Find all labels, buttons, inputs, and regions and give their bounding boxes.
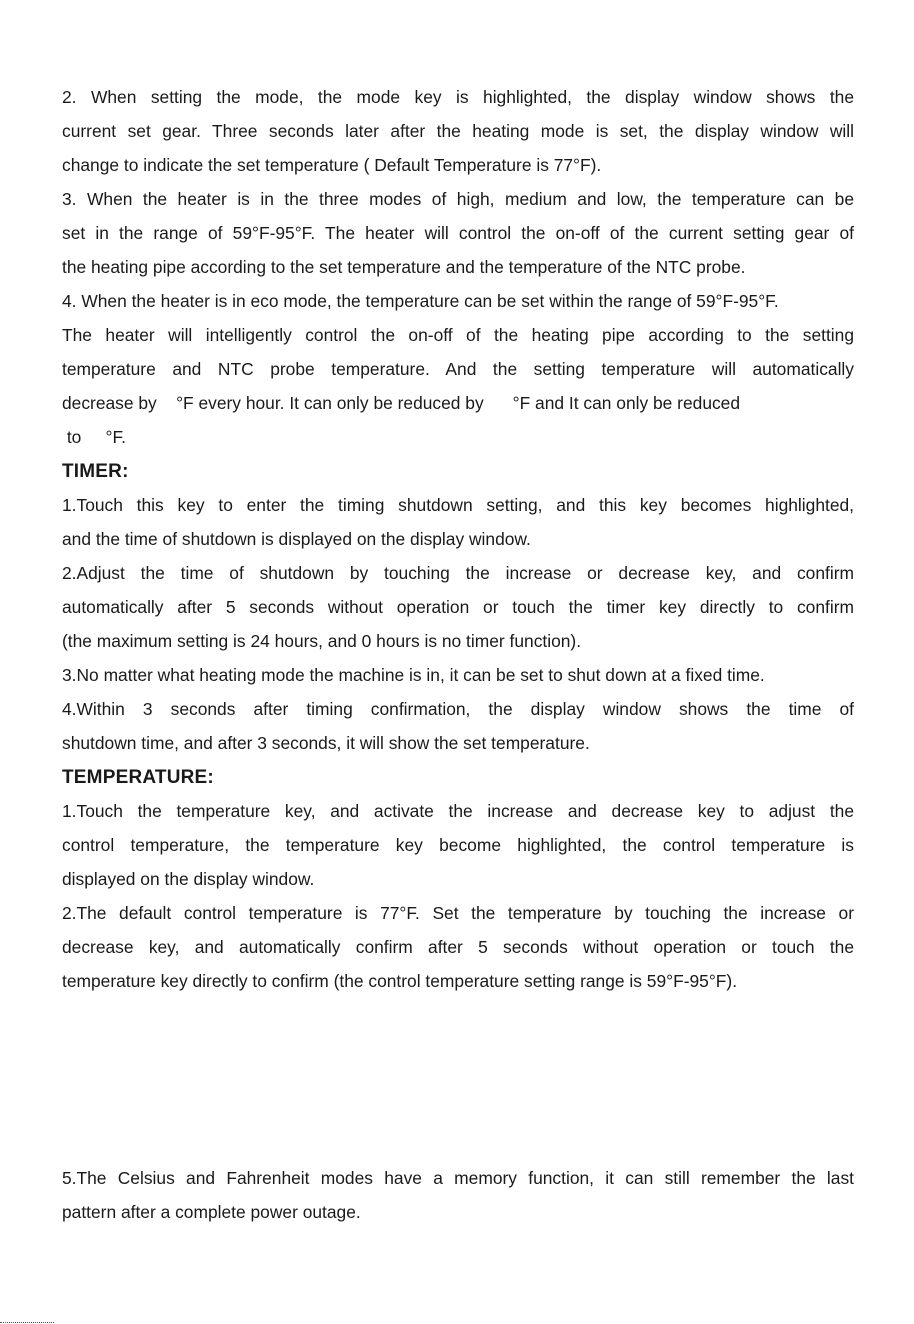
text-line: shutdown time, and after 3 seconds, it will show the set temperature. xyxy=(62,733,590,753)
text-line: temperature and NTC probe temperature. And the setting temperature will automatically xyxy=(62,359,854,379)
timer-section xyxy=(62,488,854,760)
text-line: automatically after 5 seconds without operation or touch the timer key directly to confirm xyxy=(62,597,854,617)
text-line: to °F. xyxy=(62,427,126,447)
text-line: (the maximum setting is 24 hours, and 0 hours is no timer function). xyxy=(62,631,582,651)
text-line: control temperature, the temperature key become highlighted, the control temperature is xyxy=(62,835,854,855)
timer-heading: TIMER: xyxy=(62,461,129,482)
text-line: decrease by °F every hour. It can only be reduced by °F and It can only be reduced xyxy=(62,393,741,413)
text-line: 2. When setting the mode, the mode key is highlighted, the display window shows the xyxy=(62,87,854,107)
mode-section xyxy=(62,80,854,454)
text-line: and the time of shutdown is displayed on the display window. xyxy=(62,529,531,549)
text-line: temperature key directly to confirm (the control temperature setting range is 59°F-95°F). xyxy=(62,971,738,991)
text-line: the heating pipe according to the set temperature and the temperature of the NTC probe. xyxy=(62,257,746,277)
text-line: decrease key, and automatically confirm after 5 seconds without operation or touch the xyxy=(62,937,854,957)
text-line: 4. When the heater is in eco mode, the temperature can be set within the range of 59°F-95°F. xyxy=(62,291,779,311)
text-line: 1.Touch the temperature key, and activate the increase and decrease key to adjust the xyxy=(62,801,854,821)
text-line: 3. When the heater is in the three modes of high, medium and low, the temperature can be xyxy=(62,189,854,209)
text-line: 5.The Celsius and Fahrenheit modes have a memory function, it can still remember the last xyxy=(62,1168,854,1188)
text-line: 2.Adjust the time of shutdown by touching the increase or decrease key, and confirm xyxy=(62,563,854,583)
text-line: The heater will intelligently control the on-off of the heating pipe according to the setting xyxy=(62,325,854,345)
text-line: current set gear. Three seconds later after the heating mode is set, the display window will xyxy=(62,121,854,141)
text-line: displayed on the display window. xyxy=(62,869,315,889)
text-line: 4.Within 3 seconds after timing confirmation, the display window shows the time of xyxy=(62,699,854,719)
text-line: change to indicate the set temperature ( Default Temperature is 77°F). xyxy=(62,155,602,175)
text-line: 2.The default control temperature is 77°F. Set the temperature by touching the increase or xyxy=(62,903,854,923)
memory-section xyxy=(62,1161,854,1229)
text-line: set in the range of 59°F-95°F. The heater will control the on-off of the current setting gear of xyxy=(62,223,854,243)
text-line: 1.Touch this key to enter the timing shutdown setting, and this key becomes highlighted, xyxy=(62,495,854,515)
temperature-heading: TEMPERATURE: xyxy=(62,767,214,788)
temperature-section xyxy=(62,794,854,998)
text-line: 3.No matter what heating mode the machine is in, it can be set to shut down at a fixed time. xyxy=(62,665,765,685)
text-line: pattern after a complete power outage. xyxy=(62,1202,361,1222)
manual-page xyxy=(62,80,854,998)
page-edge-mark xyxy=(0,1320,54,1323)
